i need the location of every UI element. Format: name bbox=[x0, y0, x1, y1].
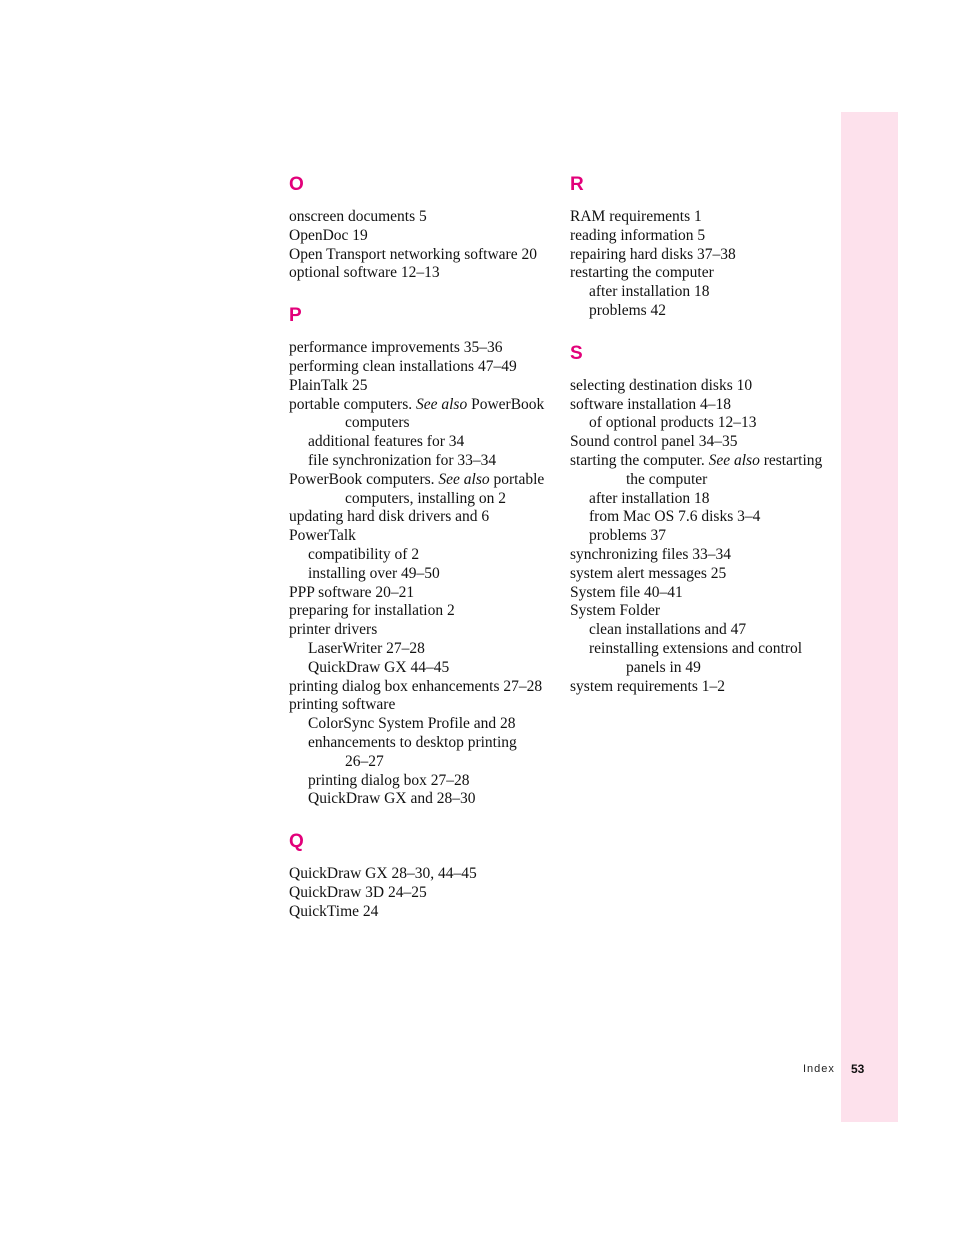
section-letter: Q bbox=[289, 831, 304, 853]
index-subentry: after installation 18 bbox=[589, 283, 710, 301]
index-subentry: LaserWriter 27–28 bbox=[308, 639, 425, 657]
index-entry bbox=[289, 471, 564, 490]
index-subentry: problems 42 bbox=[589, 301, 667, 319]
continuation-text: 26–27 bbox=[345, 752, 384, 770]
index-entry-continuation: computers bbox=[345, 414, 410, 432]
entry-text: restarting bbox=[759, 451, 823, 469]
section-letter: R bbox=[570, 174, 584, 195]
section-letter: S bbox=[570, 342, 583, 364]
index-section-s bbox=[570, 341, 845, 697]
index-subentry: from Mac OS 7.6 disks 3–4 bbox=[589, 508, 761, 526]
index-entry: software installation 4–18 bbox=[570, 395, 731, 413]
index-subentry: installing over 49–50 bbox=[308, 564, 440, 582]
index-entry: system alert messages 25 bbox=[570, 564, 727, 582]
index-section-q bbox=[289, 829, 564, 921]
index-entry: updating hard disk drivers and 6 bbox=[289, 508, 490, 526]
index-entry: performing clean installations 47–49 bbox=[289, 357, 517, 375]
index-entry: RAM requirements 1 bbox=[570, 208, 702, 225]
index-subentry: ColorSync System Profile and 28 bbox=[308, 715, 516, 733]
index-entry: synchronizing files 33–34 bbox=[570, 545, 732, 563]
index-subentry-continuation bbox=[289, 753, 564, 772]
see-also-text: See also bbox=[438, 470, 490, 488]
index-entry: OpenDoc 19 bbox=[289, 226, 368, 244]
index-subentry: of optional products 12–13 bbox=[589, 414, 757, 432]
index-entry: printer drivers bbox=[289, 621, 378, 639]
running-footer-label: Index bbox=[803, 1063, 835, 1075]
index-entry-continuation: computers, installing on 2 bbox=[345, 489, 507, 507]
index-entry: system requirements 1–2 bbox=[570, 677, 725, 695]
index-subentry: file synchronization for 33–34 bbox=[308, 451, 497, 469]
index-entry: System file 40–41 bbox=[570, 583, 683, 601]
index-tab-strip bbox=[841, 112, 898, 1122]
index-entry: restarting the computer bbox=[570, 264, 714, 282]
index-section-o bbox=[289, 172, 564, 283]
section-letter: O bbox=[289, 174, 304, 195]
index-subentry: enhancements to desktop printing bbox=[308, 733, 517, 751]
index-subentry: compatibility of 2 bbox=[308, 545, 420, 563]
index-subentry: problems 37 bbox=[589, 527, 667, 545]
index-entry: performance improvements 35–36 bbox=[289, 339, 503, 357]
index-entry: printing dialog box enhancements 27–28 bbox=[289, 677, 543, 695]
index-subentry: additional features for 34 bbox=[308, 433, 465, 451]
index-entry: printing software bbox=[289, 696, 396, 714]
index-entry: Open Transport networking software 20 bbox=[289, 245, 537, 263]
index-subentry: clean installations and 47 bbox=[589, 621, 747, 639]
index-section-p bbox=[289, 303, 564, 809]
index-entry bbox=[570, 452, 845, 471]
index-subentry: reinstalling extensions and control bbox=[589, 639, 803, 657]
index-entry: PowerTalk bbox=[289, 527, 356, 545]
entry-text: portable bbox=[489, 470, 545, 488]
index-entry: QuickDraw 3D 24–25 bbox=[289, 883, 427, 901]
index-entry bbox=[289, 396, 564, 415]
entry-text: PowerBook bbox=[467, 395, 545, 413]
index-entry: PlainTalk 25 bbox=[289, 376, 368, 394]
index-subentry-continuation bbox=[570, 659, 845, 678]
index-entry: PPP software 20–21 bbox=[289, 583, 415, 601]
continuation-text: panels in 49 bbox=[626, 658, 701, 676]
index-entry: optional software 12–13 bbox=[289, 264, 440, 282]
index-column-left bbox=[289, 172, 564, 942]
index-section-r bbox=[570, 172, 845, 321]
index-entry: reading information 5 bbox=[570, 226, 706, 244]
section-letter: P bbox=[289, 305, 302, 327]
index-entry: System Folder bbox=[570, 602, 660, 620]
see-also-text: See also bbox=[415, 395, 468, 413]
entry-text: starting the computer. bbox=[570, 451, 709, 469]
index-entry: Sound control panel 34–35 bbox=[570, 433, 738, 451]
entry-text: portable computers. bbox=[289, 395, 416, 413]
index-entry: repairing hard disks 37–38 bbox=[570, 245, 736, 263]
index-entry: preparing for installation 2 bbox=[289, 602, 455, 620]
index-subentry: after installation 18 bbox=[589, 489, 710, 507]
index-entry: QuickDraw GX 28–30, 44–45 bbox=[289, 865, 477, 883]
index-entry-continuation: the computer bbox=[626, 470, 708, 488]
index-column-right bbox=[570, 172, 845, 716]
see-also-text: See also bbox=[708, 451, 760, 469]
index-entry: onscreen documents 5 bbox=[289, 208, 427, 225]
index-entry: selecting destination disks 10 bbox=[570, 376, 753, 394]
index-subentry: QuickDraw GX 44–45 bbox=[308, 658, 450, 676]
page-number: 53 bbox=[851, 1062, 865, 1076]
entry-text: PowerBook computers. bbox=[289, 470, 439, 488]
index-subentry: QuickDraw GX and 28–30 bbox=[308, 790, 476, 808]
index-entry: QuickTime 24 bbox=[289, 902, 379, 920]
index-subentry: printing dialog box 27–28 bbox=[308, 771, 470, 789]
